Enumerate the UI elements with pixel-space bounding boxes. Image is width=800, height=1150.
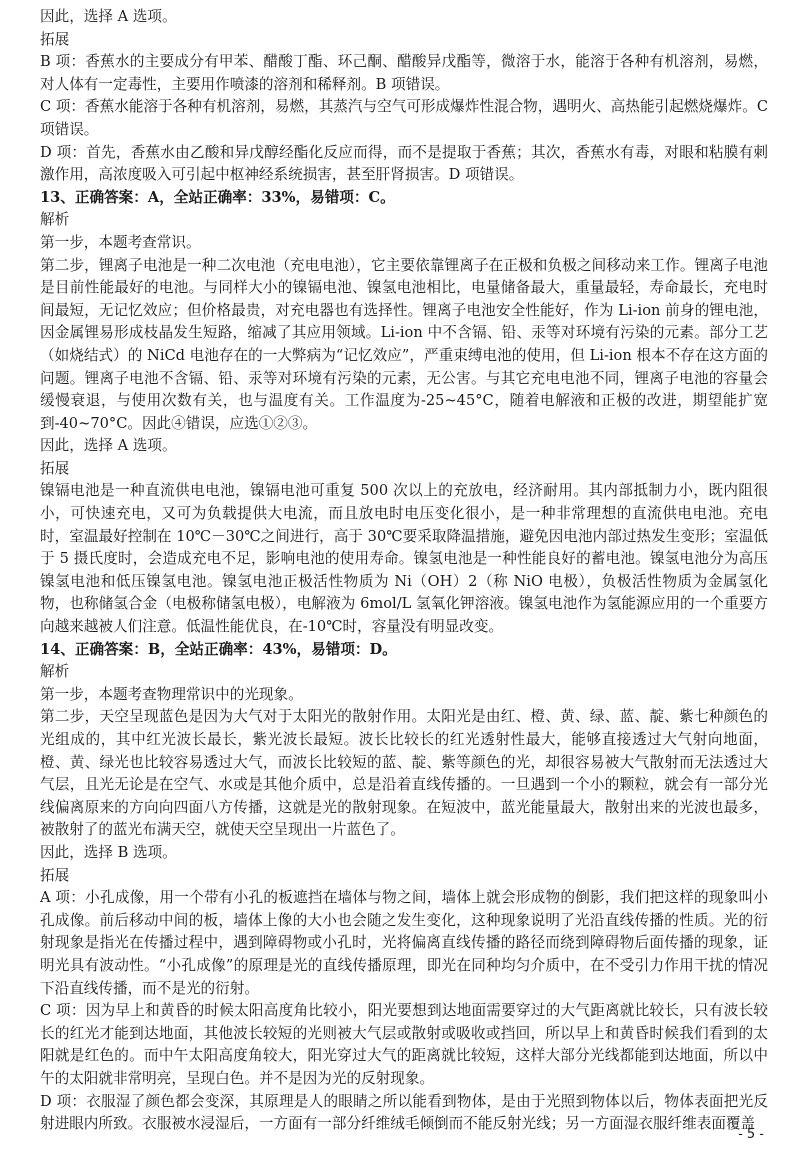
q12-conclusion: 因此，选择 A 选项。 (40, 8, 177, 25)
q14-step2: 第二步，天空呈现蓝色是因为大气对于太阳光的散射作用。太阳光是由红、橙、黄、绿、蓝、靛、紫七种颜色的光组成的，其中红光波长最长，紫光波长最短。波长比较长的红光透射性最大，能够直接透过大气射向地面，橙、黄、绿光也比较容易透过大气，而波长比较短的蓝、靛、紫等颜色的光，却很容易被大气散射而无法透过大气层，且光无论是在空气、水或是其他介质中，总是沿着直线传播的。一旦遇到一个小的颗粒，就会有一部分光线偏离原来的方向向四面八方传播，这就是光的散射现象。在短波中，蓝光能量最大，散射出来的光波也最多，被散射了的蓝光布满天空，就使天空呈现出一片蓝色了。 (40, 708, 768, 839)
q14-option-c: C 项：因为早上和黄昏的时候太阳高度角比较小，阳光要想到达地面需要穿过的大气距离就比较长，只有波长较长的红光才能到达地面，其他波长较短的光则被大气层或散射或吸收或挡回，所以早上和黄昏时候我们看到的太阳就是红色的。而中午太阳高度角较大，阳光穿过大气的距离就比较短，这样大部分光线都能到达地面，所以中午的太阳就非常明亮，呈现白色。并不是因为光的反射现象。 (40, 1002, 768, 1087)
q13-heading: 13、正确答案：A，全站正确率：33%，易错项：C。 (40, 188, 395, 206)
q13-extend: 镍镉电池是一种直流供电电池，镍镉电池可重复 500 次以上的充放电，经济耐用。其内部抵制力小，既内阻很小，可快速充电，又可为负载提供大电流，而且放电时电压变化很小，是一种非常理想的直流供电电池。充电时，室温最好控制在 10℃－30℃之间进行，高于 30℃要采取降温措施，避免因电池内部过热发生变形；室温低于 5 摄氏度时，会造成充电不足，影响电池的使用寿命。镍氢电池是一种性能良好的蓄电池。镍氢电池分为高压镍氢电池和低压镍氢电池。镍氢电池正极活性物质为 Ni（OH）2（称 NiO 电极），负极活性物质为金属氢化物，也称储氢合金（电极称储氢电极），电解液为 6mol/L 氢氧化钾溶液。镍氢电池作为氢能源应用的一个重要方向越来越被人们注意。低温性能优良，在-10℃时，容量没有明显改变。 (40, 482, 768, 636)
q14-heading: 14、正确答案：B，全站正确率：43%，易错项：D。 (40, 640, 397, 658)
q13-step1: 第一步，本题考查常识。 (40, 233, 201, 251)
q12-option-c: C 项：香蕉水能溶于各种有机溶剂，易燃，其蒸汽与空气可形成爆炸性混合物，遇明火、高热能引起燃烧爆炸。C 项错误。 (40, 98, 768, 138)
q14-option-a: A 项：小孔成像，用一个带有小孔的板遮挡在墙体与物之间，墙体上就会形成物的倒影，我们把这样的现象叫小孔成像。前后移动中间的板，墙体上像的大小也会随之发生变化，这种现象说明了光沿直线传播的性质。光的衍射现象是指光在传播过程中，遇到障碍物或小孔时，光将偏离直线传播的路径而绕到障碍物后面传播的现象，证明光具有波动性。“小孔成像”的原理是光的直线传播原理，即光在同种均匀介质中，在不受引力作用干扰的情况下沿直线传播，而不是光的衍射。 (40, 889, 768, 997)
q13-conclusion: 因此，选择 A 选项。 (40, 437, 177, 455)
q13-analysis-label: 解析 (40, 211, 70, 229)
page-number: - 5 - (738, 1127, 764, 1142)
q14-analysis-label: 解析 (40, 663, 70, 681)
document-page (40, 6, 768, 1136)
q14-step1: 第一步，本题考查物理常识中的光现象。 (40, 685, 303, 703)
q12-extend-label: 拓展 (40, 30, 70, 48)
q13-step2: 第二步，锂离子电池是一种二次电池（充电电池），它主要依靠锂离子在正极和负极之间移动来工作。锂离子电池是目前性能最好的电池。与同样大小的镍镉电池、镍氢电池相比，电量储备最大，重量最轻，寿命最长，充电时间最短，无记忆效应；但价格最贵，对充电器也有选择性。锂离子电池安全性能好，作为 Li-ion 前身的锂电池，因金属锂易形成枝晶发生短路，缩减了其应用领域。Li-ion 中不含镉、铅、汞等对环境有污染的元素。部分工艺（如烧结式）的 NiCd 电池存在的一大弊病为“记忆效应”，严重束缚电池的使用，但 Li-ion 根本不存在这方面的问题。锂离子电池不含镉、铅、汞等对环境有污染的元素，无公害。与其它充电电池不同，锂离子电池的容量会缓慢衰退，与使用次数有关，也与温度有关。工作温度为-25~45°C，随着电解液和正极的改进，期望能扩宽到-40~70°C。因此④错误，应选①②③。 (40, 256, 768, 432)
q13-extend-label: 拓展 (40, 459, 70, 477)
q12-option-b: B 项：香蕉水的主要成分有甲苯、醋酸丁酯、环己酮、醋酸异戊酯等，微溶于水，能溶于各种有机溶剂，易燃，对人体有一定毒性，主要用作喷漆的溶剂和稀释剂。B 项错误。 (40, 53, 768, 93)
q12-option-d: D 项：首先，香蕉水由乙酸和异戊醇经酯化反应而得，而不是提取于香蕉；其次，香蕉水有毒，对眼和粘膜有刺激作用，高浓度吸入可引起中枢神经系统损害，甚至肝肾损害。D 项错误。 (40, 143, 768, 184)
q14-conclusion: 因此，选择 B 选项。 (40, 843, 177, 861)
q14-option-d: D 项：衣服湿了颜色都会变深，其原理是人的眼睛之所以能看到物体，是由于光照到物体以后，物体表面把光反射进眼内所致。衣服被水浸湿后，一方面有一部分纤维绒毛倾倒而不能反射光线；另一方面湿衣服纤维表面覆盖 (40, 1092, 768, 1133)
q14-extend-label: 拓展 (40, 866, 70, 884)
